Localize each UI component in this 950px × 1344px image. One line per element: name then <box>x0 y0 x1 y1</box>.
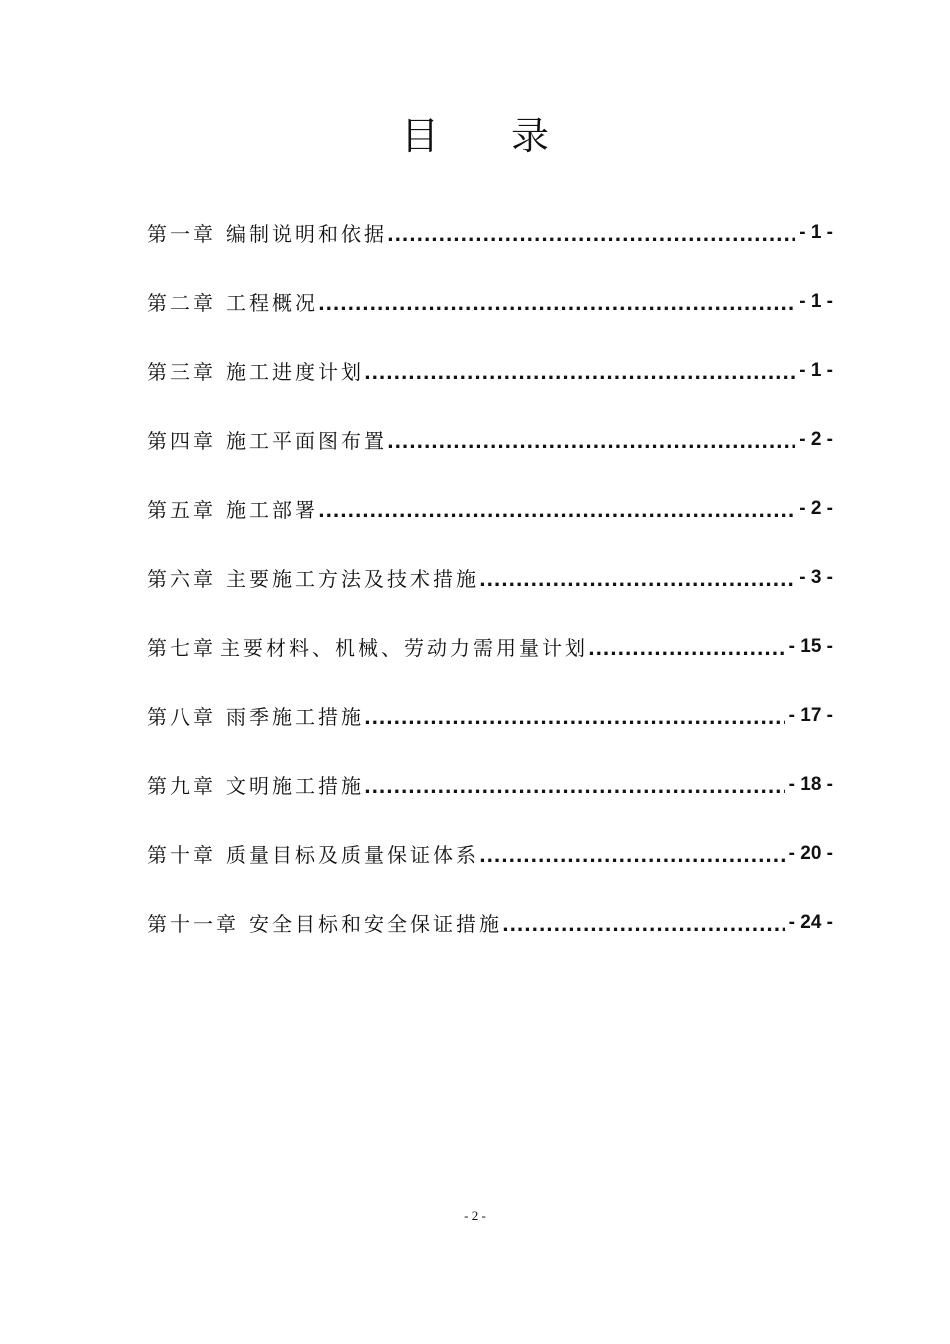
toc-leader-dots <box>364 357 795 384</box>
toc-page-number: - 15 - <box>788 635 833 657</box>
toc-chapter-number: 第六章 <box>147 567 216 591</box>
toc-chapter-title: 主要材料、机械、劳动力需用量计划 <box>220 636 588 660</box>
toc-entry-label <box>147 770 364 799</box>
toc-page-number: - 18 - <box>788 773 833 795</box>
toc-entry[interactable] <box>147 750 833 819</box>
toc-chapter-number: 第九章 <box>147 774 216 798</box>
toc-page-number: - 3 - <box>799 566 833 588</box>
toc-chapter-title: 质量目标及质量保证体系 <box>226 843 479 867</box>
toc-chapter-number: 第五章 <box>147 498 216 522</box>
toc-chapter-title: 编制说明和依据 <box>226 222 387 246</box>
toc-page-number: - 20 - <box>788 842 833 864</box>
toc-entry[interactable] <box>147 612 833 681</box>
toc-leader-dots <box>387 219 795 246</box>
toc-page-number: - 1 - <box>799 359 833 381</box>
toc-page-number: - 24 - <box>788 911 833 933</box>
toc-entry[interactable] <box>147 819 833 888</box>
toc-entry[interactable] <box>147 336 833 405</box>
toc-page-number: - 2 - <box>799 497 833 519</box>
toc-entry[interactable] <box>147 405 833 474</box>
toc-entry-label <box>147 632 588 661</box>
toc-page-number: - 2 - <box>799 428 833 450</box>
toc-entry-label <box>147 425 387 454</box>
toc-entry[interactable] <box>147 267 833 336</box>
toc-leader-dots <box>479 564 795 591</box>
page-footer-number: - 2 - <box>464 1208 486 1223</box>
toc-entry[interactable] <box>147 888 833 957</box>
toc-leader-dots <box>318 495 795 522</box>
toc-chapter-number: 第四章 <box>147 429 216 453</box>
toc-chapter-number: 第八章 <box>147 705 216 729</box>
page-title: 目 录 <box>400 114 580 158</box>
toc-chapter-number: 第一章 <box>147 222 216 246</box>
toc-chapter-title: 文明施工措施 <box>226 774 364 798</box>
toc-chapter-title: 施工平面图布置 <box>226 429 387 453</box>
toc-entry-label <box>147 218 387 247</box>
toc-leader-dots <box>588 633 785 660</box>
table-of-contents <box>147 198 833 957</box>
toc-entry[interactable] <box>147 681 833 750</box>
toc-page-number: - 17 - <box>788 704 833 726</box>
toc-entry-label <box>147 356 364 385</box>
toc-chapter-title: 施工部署 <box>226 498 318 522</box>
toc-leader-dots <box>502 909 785 936</box>
toc-entry-label <box>147 908 502 937</box>
toc-chapter-number: 第三章 <box>147 360 216 384</box>
toc-chapter-title: 安全目标和安全保证措施 <box>249 912 502 936</box>
toc-chapter-title: 施工进度计划 <box>226 360 364 384</box>
toc-entry[interactable] <box>147 474 833 543</box>
toc-chapter-title: 工程概况 <box>226 291 318 315</box>
toc-entry-label <box>147 287 318 316</box>
toc-entry-label <box>147 563 479 592</box>
toc-chapter-title: 雨季施工措施 <box>226 705 364 729</box>
toc-entry-label <box>147 839 479 868</box>
toc-chapter-number: 第二章 <box>147 291 216 315</box>
toc-page-number: - 1 - <box>799 221 833 243</box>
toc-chapter-number: 第七章 <box>147 636 216 660</box>
toc-leader-dots <box>364 771 785 798</box>
toc-chapter-number: 第十一章 <box>147 912 239 936</box>
toc-entry[interactable] <box>147 543 833 612</box>
toc-leader-dots <box>479 840 785 867</box>
toc-leader-dots <box>318 288 795 315</box>
toc-chapter-title: 主要施工方法及技术措施 <box>226 567 479 591</box>
toc-chapter-number: 第十章 <box>147 843 216 867</box>
toc-page-number: - 1 - <box>799 290 833 312</box>
toc-entry-label <box>147 701 364 730</box>
toc-entry[interactable] <box>147 198 833 267</box>
toc-entry-label <box>147 494 318 523</box>
toc-leader-dots <box>387 426 795 453</box>
toc-leader-dots <box>364 702 785 729</box>
